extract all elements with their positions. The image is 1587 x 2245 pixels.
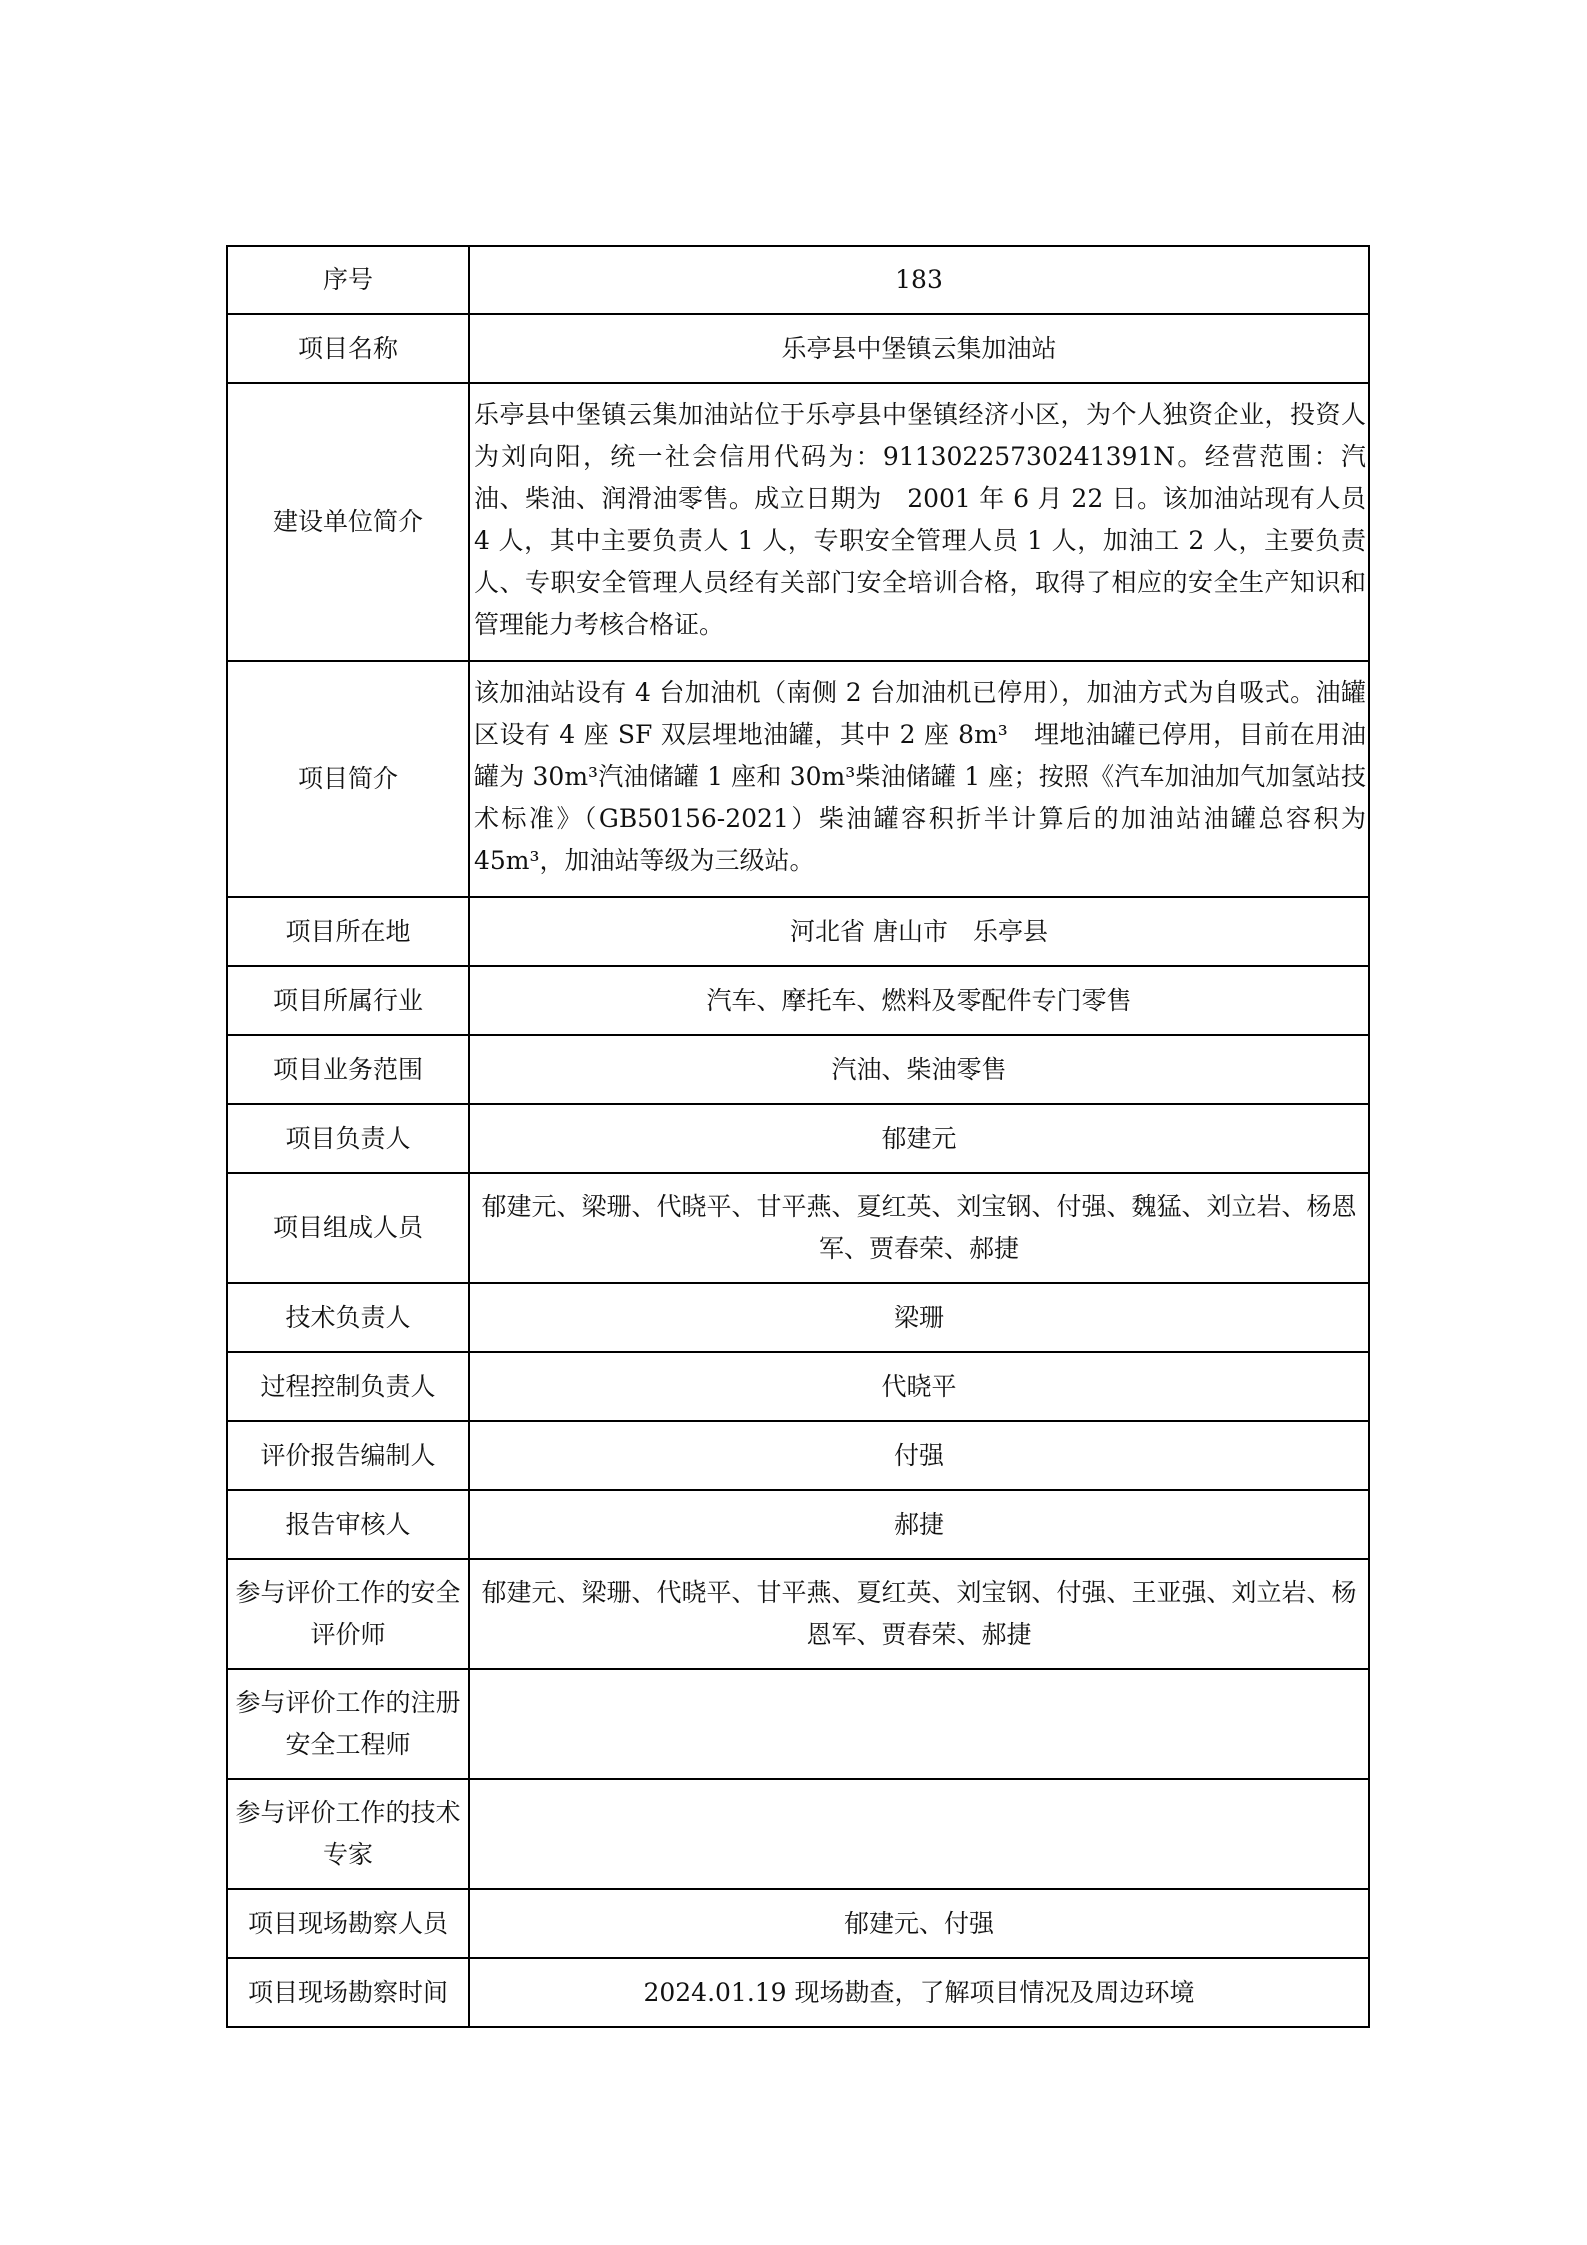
row-label: 报告审核人 <box>227 1490 469 1559</box>
table-row <box>227 1283 1369 1352</box>
table-row <box>227 1669 1369 1779</box>
table-row <box>227 1958 1369 2027</box>
table-row <box>227 1889 1369 1958</box>
row-value: 付强 <box>469 1421 1369 1490</box>
table-row <box>227 897 1369 966</box>
row-label: 项目现场勘察时间 <box>227 1958 469 2027</box>
table-row <box>227 1104 1369 1173</box>
table-row <box>227 383 1369 661</box>
row-value: 河北省 唐山市 乐亭县 <box>469 897 1369 966</box>
row-label: 参与评价工作的技术专家 <box>227 1779 469 1889</box>
row-value: 乐亭县中堡镇云集加油站位于乐亭县中堡镇经济小区，为个人独资企业，投资人为刘向阳，统一社会信用代码为：91130225730241391N。经营范围：汽油、柴油、润滑油零售。成立日期为 2001 年 6 月 22 日。该加油站现有人员 4 人，其中主要负责人 1 人，专职安全管理人员 1 人，加油工 2 人，主要负责人、专职安全管理人员经有关部门安全培训合格，取得了相应的安全生产知识和管理能力考核合格证。 <box>469 383 1369 661</box>
table-row <box>227 661 1369 897</box>
row-label: 建设单位简介 <box>227 383 469 661</box>
row-value: 汽油、柴油零售 <box>469 1035 1369 1104</box>
project-info-table <box>226 245 1370 2028</box>
row-label: 过程控制负责人 <box>227 1352 469 1421</box>
row-label: 项目所属行业 <box>227 966 469 1035</box>
row-label: 技术负责人 <box>227 1283 469 1352</box>
row-label: 序号 <box>227 246 469 314</box>
table-row <box>227 966 1369 1035</box>
row-label: 项目名称 <box>227 314 469 383</box>
row-value: 该加油站设有 4 台加油机（南侧 2 台加油机已停用），加油方式为自吸式。油罐区设有 4 座 SF 双层埋地油罐，其中 2 座 8m³ 埋地油罐已停用，目前在用油罐为 30m³汽油储罐 1 座和 30m³柴油储罐 1 座；按照《汽车加油加气加氢站技术标准》（GB50156-2021）柴油罐容积折半计算后的加油站油罐总容积为 45m³，加油站等级为三级站。 <box>469 661 1369 897</box>
table-row <box>227 1352 1369 1421</box>
row-value: 乐亭县中堡镇云集加油站 <box>469 314 1369 383</box>
table-row <box>227 1035 1369 1104</box>
row-label: 参与评价工作的安全评价师 <box>227 1559 469 1669</box>
table-row <box>227 1173 1369 1283</box>
table-row <box>227 1490 1369 1559</box>
row-label: 项目现场勘察人员 <box>227 1889 469 1958</box>
row-value: 郁建元、付强 <box>469 1889 1369 1958</box>
row-value: 梁珊 <box>469 1283 1369 1352</box>
row-value: 郝捷 <box>469 1490 1369 1559</box>
row-value: 183 <box>469 246 1369 314</box>
row-value: 郁建元、梁珊、代晓平、甘平燕、夏红英、刘宝钢、付强、王亚强、刘立岩、杨恩军、贾春荣、郝捷 <box>469 1559 1369 1669</box>
row-label: 参与评价工作的注册安全工程师 <box>227 1669 469 1779</box>
row-value: 代晓平 <box>469 1352 1369 1421</box>
table-row <box>227 246 1369 314</box>
row-label: 项目组成人员 <box>227 1173 469 1283</box>
row-value: 郁建元 <box>469 1104 1369 1173</box>
row-value: 2024.01.19 现场勘查，了解项目情况及周边环境 <box>469 1958 1369 2027</box>
table-row <box>227 1421 1369 1490</box>
row-value: 汽车、摩托车、燃料及零配件专门零售 <box>469 966 1369 1035</box>
table-row <box>227 314 1369 383</box>
row-label: 项目所在地 <box>227 897 469 966</box>
row-value <box>469 1779 1369 1889</box>
row-label: 项目负责人 <box>227 1104 469 1173</box>
row-value <box>469 1669 1369 1779</box>
row-label: 项目业务范围 <box>227 1035 469 1104</box>
table-row <box>227 1559 1369 1669</box>
row-label: 评价报告编制人 <box>227 1421 469 1490</box>
table-row <box>227 1779 1369 1889</box>
row-value: 郁建元、梁珊、代晓平、甘平燕、夏红英、刘宝钢、付强、魏猛、刘立岩、杨恩军、贾春荣、郝捷 <box>469 1173 1369 1283</box>
row-label: 项目简介 <box>227 661 469 897</box>
